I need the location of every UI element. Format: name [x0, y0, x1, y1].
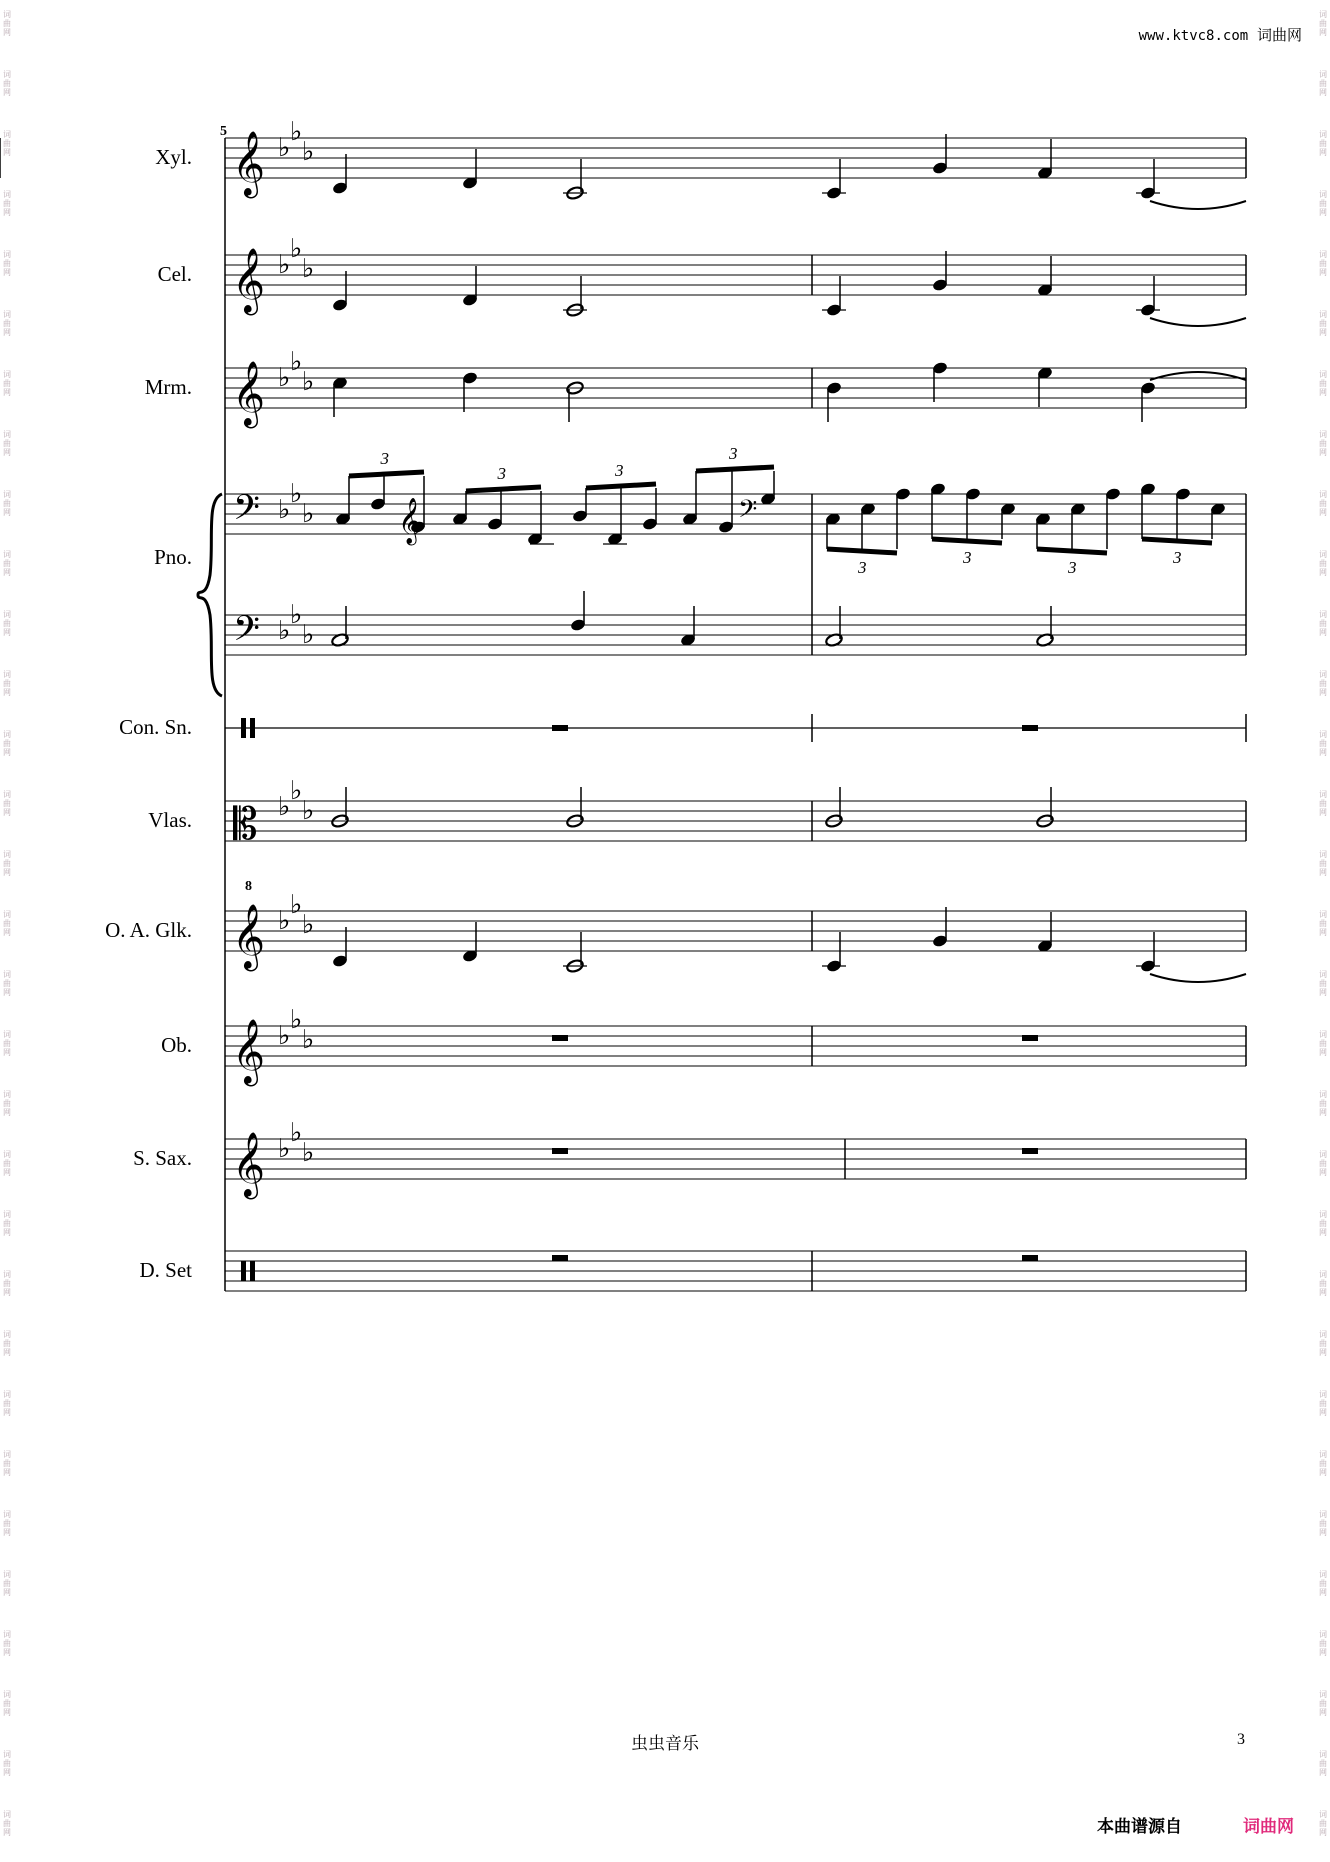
whole-rest-icon — [552, 1255, 568, 1261]
side-watermark-text: 词 曲 网 — [1319, 850, 1327, 877]
header-url[interactable]: www.ktvc8.com — [1138, 28, 1249, 44]
beam — [466, 487, 541, 491]
flat-icon: ♭ — [302, 1138, 315, 1168]
side-watermark-text: 词 曲 网 — [1319, 1090, 1327, 1117]
side-watermark-text: 词 曲 网 — [3, 1030, 11, 1057]
side-watermark-text: 词 曲 网 — [1319, 610, 1327, 637]
side-watermark-text: 词 曲 网 — [1319, 430, 1327, 457]
flat-icon: ♭ — [290, 890, 303, 920]
flat-icon: ♭ — [278, 495, 291, 525]
side-watermark-text: 词 曲 网 — [3, 790, 11, 817]
flat-icon: ♭ — [278, 906, 291, 936]
flat-icon: ♭ — [278, 792, 291, 822]
flat-icon: ♭ — [278, 133, 291, 163]
label-xylophone: Xyl. — [155, 145, 192, 169]
side-watermark-text: 词 曲 网 — [1319, 970, 1327, 997]
side-watermark-text: 词 曲 网 — [3, 1630, 11, 1657]
label-soprano-sax: S. Sax. — [133, 1146, 192, 1170]
footer-brand-logo[interactable]: 词曲网 — [1243, 1817, 1294, 1837]
side-watermark-text: 词 曲 网 — [1319, 1330, 1327, 1357]
percussion-clef-icon — [250, 1261, 255, 1281]
flat-icon: ♭ — [302, 367, 315, 397]
side-watermark-text: 词 曲 网 — [3, 1390, 11, 1417]
beam — [1142, 539, 1212, 543]
treble-clef-icon: 𝄞 — [232, 904, 266, 969]
tie — [1150, 201, 1246, 209]
treble-clef-icon: 𝄞 — [232, 361, 266, 426]
flat-icon: ♭ — [278, 363, 291, 393]
treble-clef-icon: 𝄞 — [232, 1132, 266, 1197]
percussion-clef-icon — [250, 718, 255, 738]
whole-rest-icon — [552, 1035, 568, 1041]
side-watermark-text: 词 曲 网 — [3, 730, 11, 757]
tie — [1150, 974, 1246, 982]
page-number: 3 — [1237, 1731, 1245, 1748]
side-watermark-text: 词 曲 网 — [3, 1150, 11, 1177]
flat-icon: ♭ — [290, 234, 303, 264]
flat-icon: ♭ — [302, 910, 315, 940]
label-piano: Pno. — [154, 545, 192, 569]
flat-icon: ♭ — [290, 1118, 303, 1148]
side-watermark-text: 词 曲 网 — [3, 970, 11, 997]
side-watermark-text: 词 曲 网 — [3, 910, 11, 937]
beam — [932, 539, 1002, 543]
flat-icon: ♭ — [302, 137, 315, 167]
label-oboe: Ob. — [161, 1033, 192, 1057]
flat-icon: ♭ — [290, 479, 303, 509]
tuplet-number: 3 — [729, 444, 738, 463]
header-site-name: 词曲网 — [1256, 26, 1302, 44]
side-watermark-text: 词 曲 网 — [3, 490, 11, 517]
side-watermark-text: 词 曲 网 — [3, 670, 11, 697]
side-watermark-text: 词 曲 网 — [1319, 70, 1327, 97]
treble-clef-icon: 𝄞 — [232, 248, 266, 313]
tuplet-number: 3 — [1068, 558, 1077, 577]
flat-icon: ♭ — [302, 1025, 315, 1055]
side-watermark-text: 词 曲 网 — [1319, 1450, 1327, 1477]
side-watermark-text: 词 曲 网 — [1319, 1810, 1327, 1837]
side-watermark-text: 词 曲 网 — [3, 850, 11, 877]
label-celesta: Cel. — [157, 262, 192, 286]
side-watermark-text: 词 曲 网 — [1319, 910, 1327, 937]
side-watermark-text: 词 曲 网 — [3, 1270, 11, 1297]
side-watermark-text: 词 曲 网 — [1319, 1570, 1327, 1597]
octave-mark: 8 — [245, 879, 252, 894]
label-violas: Vlas. — [148, 808, 192, 832]
side-watermark-text: 词 曲 网 — [1319, 1630, 1327, 1657]
flat-icon: ♭ — [290, 347, 303, 377]
flat-icon: ♭ — [302, 620, 315, 650]
side-watermark-text: 词 曲 网 — [3, 1570, 11, 1597]
tuplet-number: 3 — [1173, 548, 1182, 567]
side-watermark-text: 词 曲 网 — [1319, 10, 1327, 37]
bass-clef-icon: 𝄢 — [233, 608, 261, 657]
side-watermark-text: 词 曲 网 — [1319, 730, 1327, 757]
tuplet-number: 3 — [963, 548, 972, 567]
side-watermark-text: 词 曲 网 — [3, 1510, 11, 1537]
treble-clef-icon: 𝄞 — [398, 498, 422, 544]
side-watermark-text: 词 曲 网 — [1319, 1210, 1327, 1237]
side-watermark-text: 词 曲 网 — [1319, 1270, 1327, 1297]
side-watermark-text: 词 曲 网 — [3, 1090, 11, 1117]
side-watermark-text: 词 曲 网 — [1319, 130, 1327, 157]
side-watermark-text: 词 曲 网 — [1319, 1690, 1327, 1717]
side-watermark-text: 词 曲 网 — [3, 130, 11, 157]
beam — [349, 472, 424, 476]
side-watermark-text: 词 曲 网 — [1319, 1150, 1327, 1177]
flat-icon: ♭ — [302, 796, 315, 826]
percussion-clef-icon — [241, 1261, 246, 1281]
flat-icon: ♭ — [290, 117, 303, 147]
whole-rest-icon — [552, 1148, 568, 1154]
side-watermark-text: 词 曲 网 — [3, 370, 11, 397]
treble-clef-icon: 𝄞 — [232, 1019, 266, 1084]
tie — [1150, 318, 1246, 326]
side-watermark-text: 词 曲 网 — [1319, 490, 1327, 517]
flat-icon: ♭ — [278, 250, 291, 280]
side-watermark-text: 词 曲 网 — [3, 1210, 11, 1237]
measure-number: 5 — [220, 124, 227, 139]
flat-icon: ♭ — [302, 254, 315, 284]
tuplet-number: 3 — [380, 449, 389, 468]
whole-rest-icon — [552, 725, 568, 731]
whole-rest-icon — [1022, 1255, 1038, 1261]
beam — [696, 467, 774, 471]
flat-icon: ♭ — [278, 616, 291, 646]
side-watermark-text: 词 曲 网 — [3, 190, 11, 217]
side-watermark-text: 词 曲 网 — [3, 10, 11, 37]
side-watermark-text: 词 曲 网 — [1319, 1390, 1327, 1417]
side-watermark-text: 词 曲 网 — [3, 430, 11, 457]
percussion-clef-icon — [241, 718, 246, 738]
label-concert-snare: Con. Sn. — [119, 715, 192, 739]
side-watermark-text: 词 曲 网 — [3, 1810, 11, 1837]
flat-icon: ♭ — [290, 600, 303, 630]
beam — [586, 484, 656, 488]
piano-brace-icon — [198, 494, 222, 696]
tie — [1150, 372, 1246, 380]
beam — [827, 549, 897, 553]
flat-icon: ♭ — [302, 499, 315, 529]
side-watermark-text: 词 曲 网 — [1319, 370, 1327, 397]
side-watermark-text: 词 曲 网 — [1319, 310, 1327, 337]
label-drum-set: D. Set — [139, 1258, 192, 1282]
side-watermark-text: 词 曲 网 — [1319, 790, 1327, 817]
side-watermark-text: 词 曲 网 — [3, 1690, 11, 1717]
side-watermark-text: 词 曲 网 — [3, 610, 11, 637]
side-watermark-text: 词 曲 网 — [3, 250, 11, 277]
bass-clef-icon: 𝄢 — [233, 487, 261, 536]
tuplet-number: 3 — [615, 461, 624, 480]
side-watermark-text: 词 曲 网 — [3, 550, 11, 577]
side-watermark-text: 词 曲 网 — [3, 1750, 11, 1777]
bass-clef-icon: 𝄢 — [738, 495, 758, 530]
side-watermark-text: 词 曲 网 — [1319, 1510, 1327, 1537]
side-watermark-text: 词 曲 网 — [1319, 1030, 1327, 1057]
side-watermark-text: 词 曲 网 — [1319, 250, 1327, 277]
side-watermark-text: 词 曲 网 — [3, 70, 11, 97]
side-watermark-text: 词 曲 网 — [3, 310, 11, 337]
side-watermark-text: 词 曲 网 — [1319, 190, 1327, 217]
whole-rest-icon — [1022, 725, 1038, 731]
tuplet-number: 3 — [497, 464, 506, 483]
side-watermark-text: 词 曲 网 — [3, 1330, 11, 1357]
beam — [1037, 549, 1107, 553]
tuplet-number: 3 — [858, 558, 867, 577]
whole-rest-icon — [1022, 1035, 1038, 1041]
label-orchestra-glockenspiel: O. A. Glk. — [105, 918, 192, 942]
flat-icon: ♭ — [290, 1005, 303, 1035]
side-watermark-text: 词 曲 网 — [1319, 670, 1327, 697]
treble-clef-icon: 𝄞 — [232, 131, 266, 196]
whole-rest-icon — [1022, 1148, 1038, 1154]
label-marimba: Mrm. — [144, 375, 192, 399]
flat-icon: ♭ — [290, 776, 303, 806]
flat-icon: ♭ — [278, 1134, 291, 1164]
side-watermark-text: 词 曲 网 — [3, 1450, 11, 1477]
alto-clef-icon: 𝄡 — [233, 799, 258, 850]
footer-title: 虫虫音乐 — [631, 1734, 699, 1754]
side-watermark-text: 词 曲 网 — [1319, 550, 1327, 577]
footer-source-text: 本曲谱源自 — [1097, 1817, 1182, 1837]
side-watermark-text: 词 曲 网 — [1319, 1750, 1327, 1777]
flat-icon: ♭ — [278, 1021, 291, 1051]
